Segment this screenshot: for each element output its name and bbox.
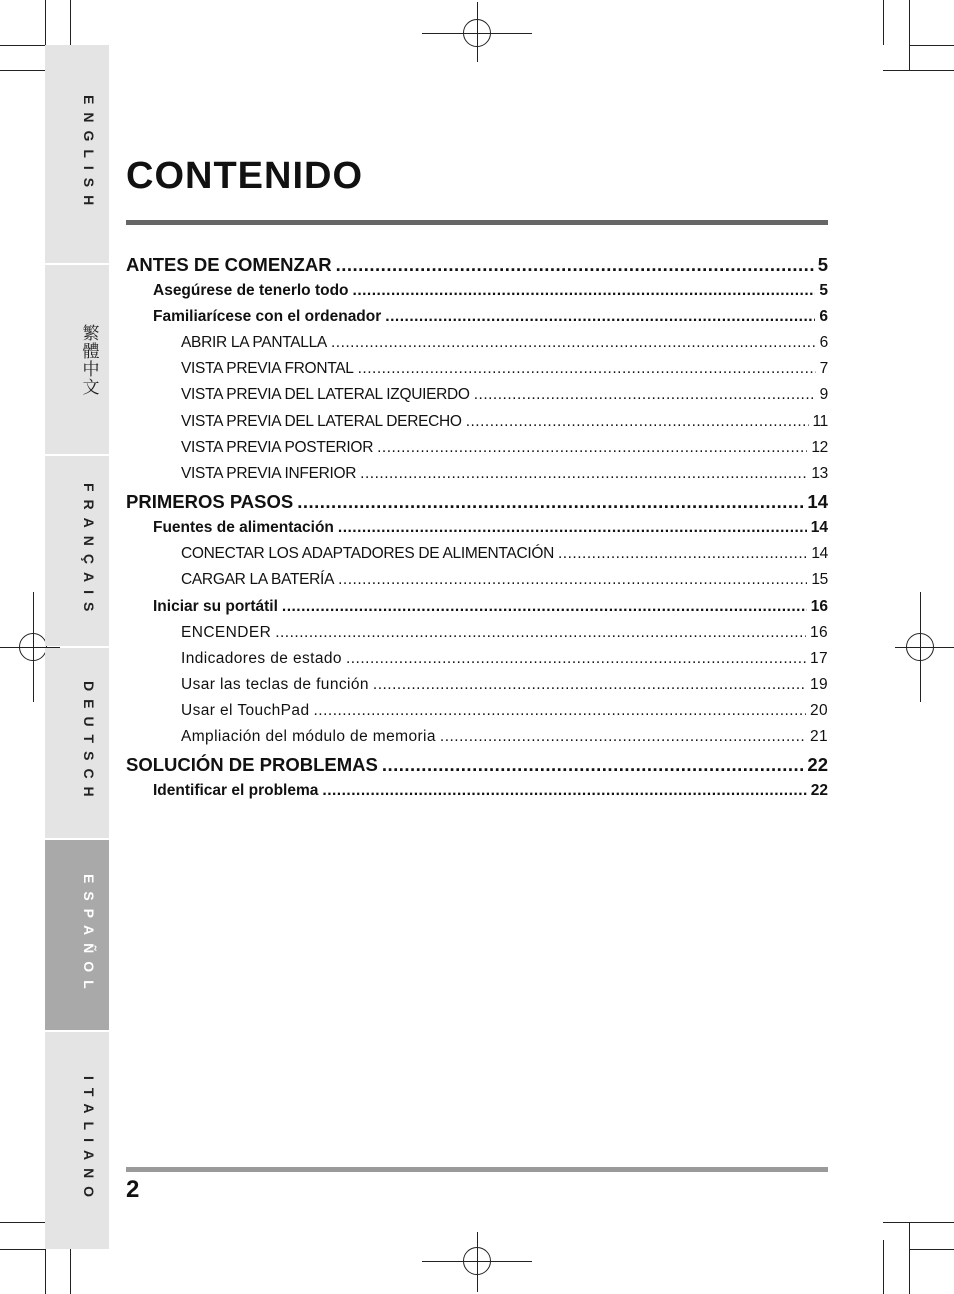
toc-entry-title: SOLUCIÓN DE PROBLEMAS	[126, 754, 378, 776]
toc-item[interactable]	[126, 435, 828, 461]
toc-entry-title: Usar el TouchPad	[181, 702, 310, 720]
toc-subsection[interactable]	[126, 304, 828, 330]
toc-item[interactable]	[126, 356, 828, 382]
toc-dot-leader	[353, 278, 816, 304]
toc-entry-title: ANTES DE COMENZAR	[126, 254, 332, 275]
toc-dot-leader	[336, 252, 814, 278]
toc-page-number: 12	[811, 438, 828, 456]
toc-page-number: 13	[811, 464, 828, 482]
toc-dot-leader	[558, 541, 807, 567]
language-tab-label: DEUTSCH	[81, 681, 97, 805]
toc-entry-title: VISTA PREVIA DEL LATERAL IZQUIERDO	[181, 386, 470, 404]
toc-entry-title: VISTA PREVIA INFERIOR	[181, 464, 357, 482]
language-tab-label: ESPAÑOL	[81, 873, 97, 997]
toc-entry-title: PRIMEROS PASOS	[126, 491, 294, 513]
toc-entry-title: ABRIR LA PANTALLA	[181, 334, 327, 351]
toc-dot-leader	[297, 489, 803, 515]
toc-dot-leader	[385, 304, 815, 330]
toc-item[interactable]	[126, 724, 828, 750]
toc-page-number: 22	[807, 754, 828, 776]
toc-page-number: 19	[809, 675, 828, 693]
toc-dot-leader	[338, 567, 807, 593]
toc-dot-leader	[360, 461, 807, 487]
toc-section[interactable]	[126, 752, 828, 778]
toc-item[interactable]	[126, 646, 828, 672]
toc-entry-title: CONECTAR LOS ADAPTADORES DE ALIMENTACIÓN	[181, 545, 554, 563]
toc-section[interactable]	[126, 252, 828, 278]
toc-page-number: 20	[809, 702, 828, 720]
toc-entry-title: Usar las teclas de función	[181, 675, 369, 693]
toc-dot-leader	[474, 382, 816, 408]
language-tab-label: ENGLISH	[81, 94, 97, 214]
toc-subsection[interactable]	[126, 278, 828, 304]
toc-page-number: 14	[811, 545, 828, 563]
toc-section[interactable]	[126, 489, 828, 515]
language-tab-label: FRANÇAIS	[81, 482, 97, 620]
toc-entry-title: Familiarícese con el ordenador	[153, 308, 382, 325]
toc-entry-title: VISTA PREVIA DEL LATERAL DERECHO	[181, 412, 462, 430]
language-tab-label: ITALIANO	[81, 1075, 97, 1206]
toc-entry-title: Identificar el problema	[153, 782, 319, 800]
toc-item[interactable]	[126, 567, 828, 593]
toc-page-number: 6	[819, 334, 828, 351]
toc-subsection[interactable]	[126, 594, 828, 620]
toc-entry-title: VISTA PREVIA POSTERIOR	[181, 438, 374, 456]
toc-page-number: 7	[819, 360, 828, 378]
language-sidebar	[45, 45, 109, 1249]
toc-item[interactable]	[126, 672, 828, 698]
title-divider	[126, 220, 828, 225]
toc-page-number: 5	[819, 282, 828, 299]
toc-dot-leader	[322, 778, 806, 804]
toc-dot-leader	[382, 752, 804, 778]
toc-page-number: 17	[809, 649, 828, 667]
toc-page-number: 11	[812, 412, 828, 430]
footer-divider	[126, 1167, 828, 1172]
toc-entry-title: Iniciar su portátil	[153, 597, 278, 615]
toc-item[interactable]	[126, 461, 828, 487]
toc-subsection[interactable]	[126, 778, 828, 804]
toc-dot-leader	[466, 409, 809, 435]
language-tab-chinese[interactable]	[45, 265, 109, 454]
language-tab-english[interactable]	[45, 45, 109, 263]
toc-dot-leader	[358, 356, 816, 382]
toc-item[interactable]	[126, 330, 828, 356]
toc-entry-title: VISTA PREVIA FRONTAL	[181, 360, 354, 378]
toc-entry-title: ENCENDER	[181, 623, 272, 641]
table-of-contents	[126, 252, 828, 804]
toc-entry-title: Indicadores de estado	[181, 649, 342, 667]
toc-page-number: 15	[811, 571, 828, 589]
language-tab-german[interactable]	[45, 648, 109, 838]
toc-item[interactable]	[126, 620, 828, 646]
toc-page-number: 5	[817, 254, 828, 275]
toc-page-number: 21	[809, 728, 828, 746]
toc-dot-leader	[313, 698, 805, 724]
toc-entry-title: Fuentes de alimentación	[153, 519, 334, 537]
toc-entry-title: CARGAR LA BATERÍA	[181, 571, 335, 589]
toc-dot-leader	[331, 330, 816, 356]
toc-dot-leader	[440, 724, 806, 750]
toc-dot-leader	[275, 620, 806, 646]
toc-page-number: 22	[810, 782, 828, 800]
language-tab-french[interactable]	[45, 456, 109, 646]
toc-dot-leader	[282, 594, 807, 620]
page-number: 2	[126, 1176, 140, 1203]
page-title: CONTENIDO	[126, 155, 363, 197]
toc-entry-title: Ampliación del módulo de memoria	[181, 728, 436, 746]
toc-page-number: 16	[810, 597, 828, 615]
language-tab-italian[interactable]	[45, 1032, 109, 1249]
toc-page-number: 9	[819, 386, 828, 404]
toc-item[interactable]	[126, 382, 828, 408]
toc-dot-leader	[346, 646, 806, 672]
toc-item[interactable]	[126, 409, 828, 435]
toc-dot-leader	[373, 672, 806, 698]
toc-entry-title: Asegúrese de tenerlo todo	[153, 282, 349, 299]
toc-page-number: 14	[807, 491, 828, 513]
toc-page-number: 14	[810, 519, 828, 537]
toc-item[interactable]	[126, 541, 828, 567]
toc-item[interactable]	[126, 698, 828, 724]
toc-subsection[interactable]	[126, 515, 828, 541]
toc-dot-leader	[338, 515, 807, 541]
language-tab-label: 繁體中文	[79, 323, 99, 396]
toc-page-number: 6	[819, 308, 828, 325]
toc-page-number: 16	[809, 623, 828, 641]
toc-dot-leader	[377, 435, 807, 461]
language-tab-spanish[interactable]	[45, 840, 109, 1030]
